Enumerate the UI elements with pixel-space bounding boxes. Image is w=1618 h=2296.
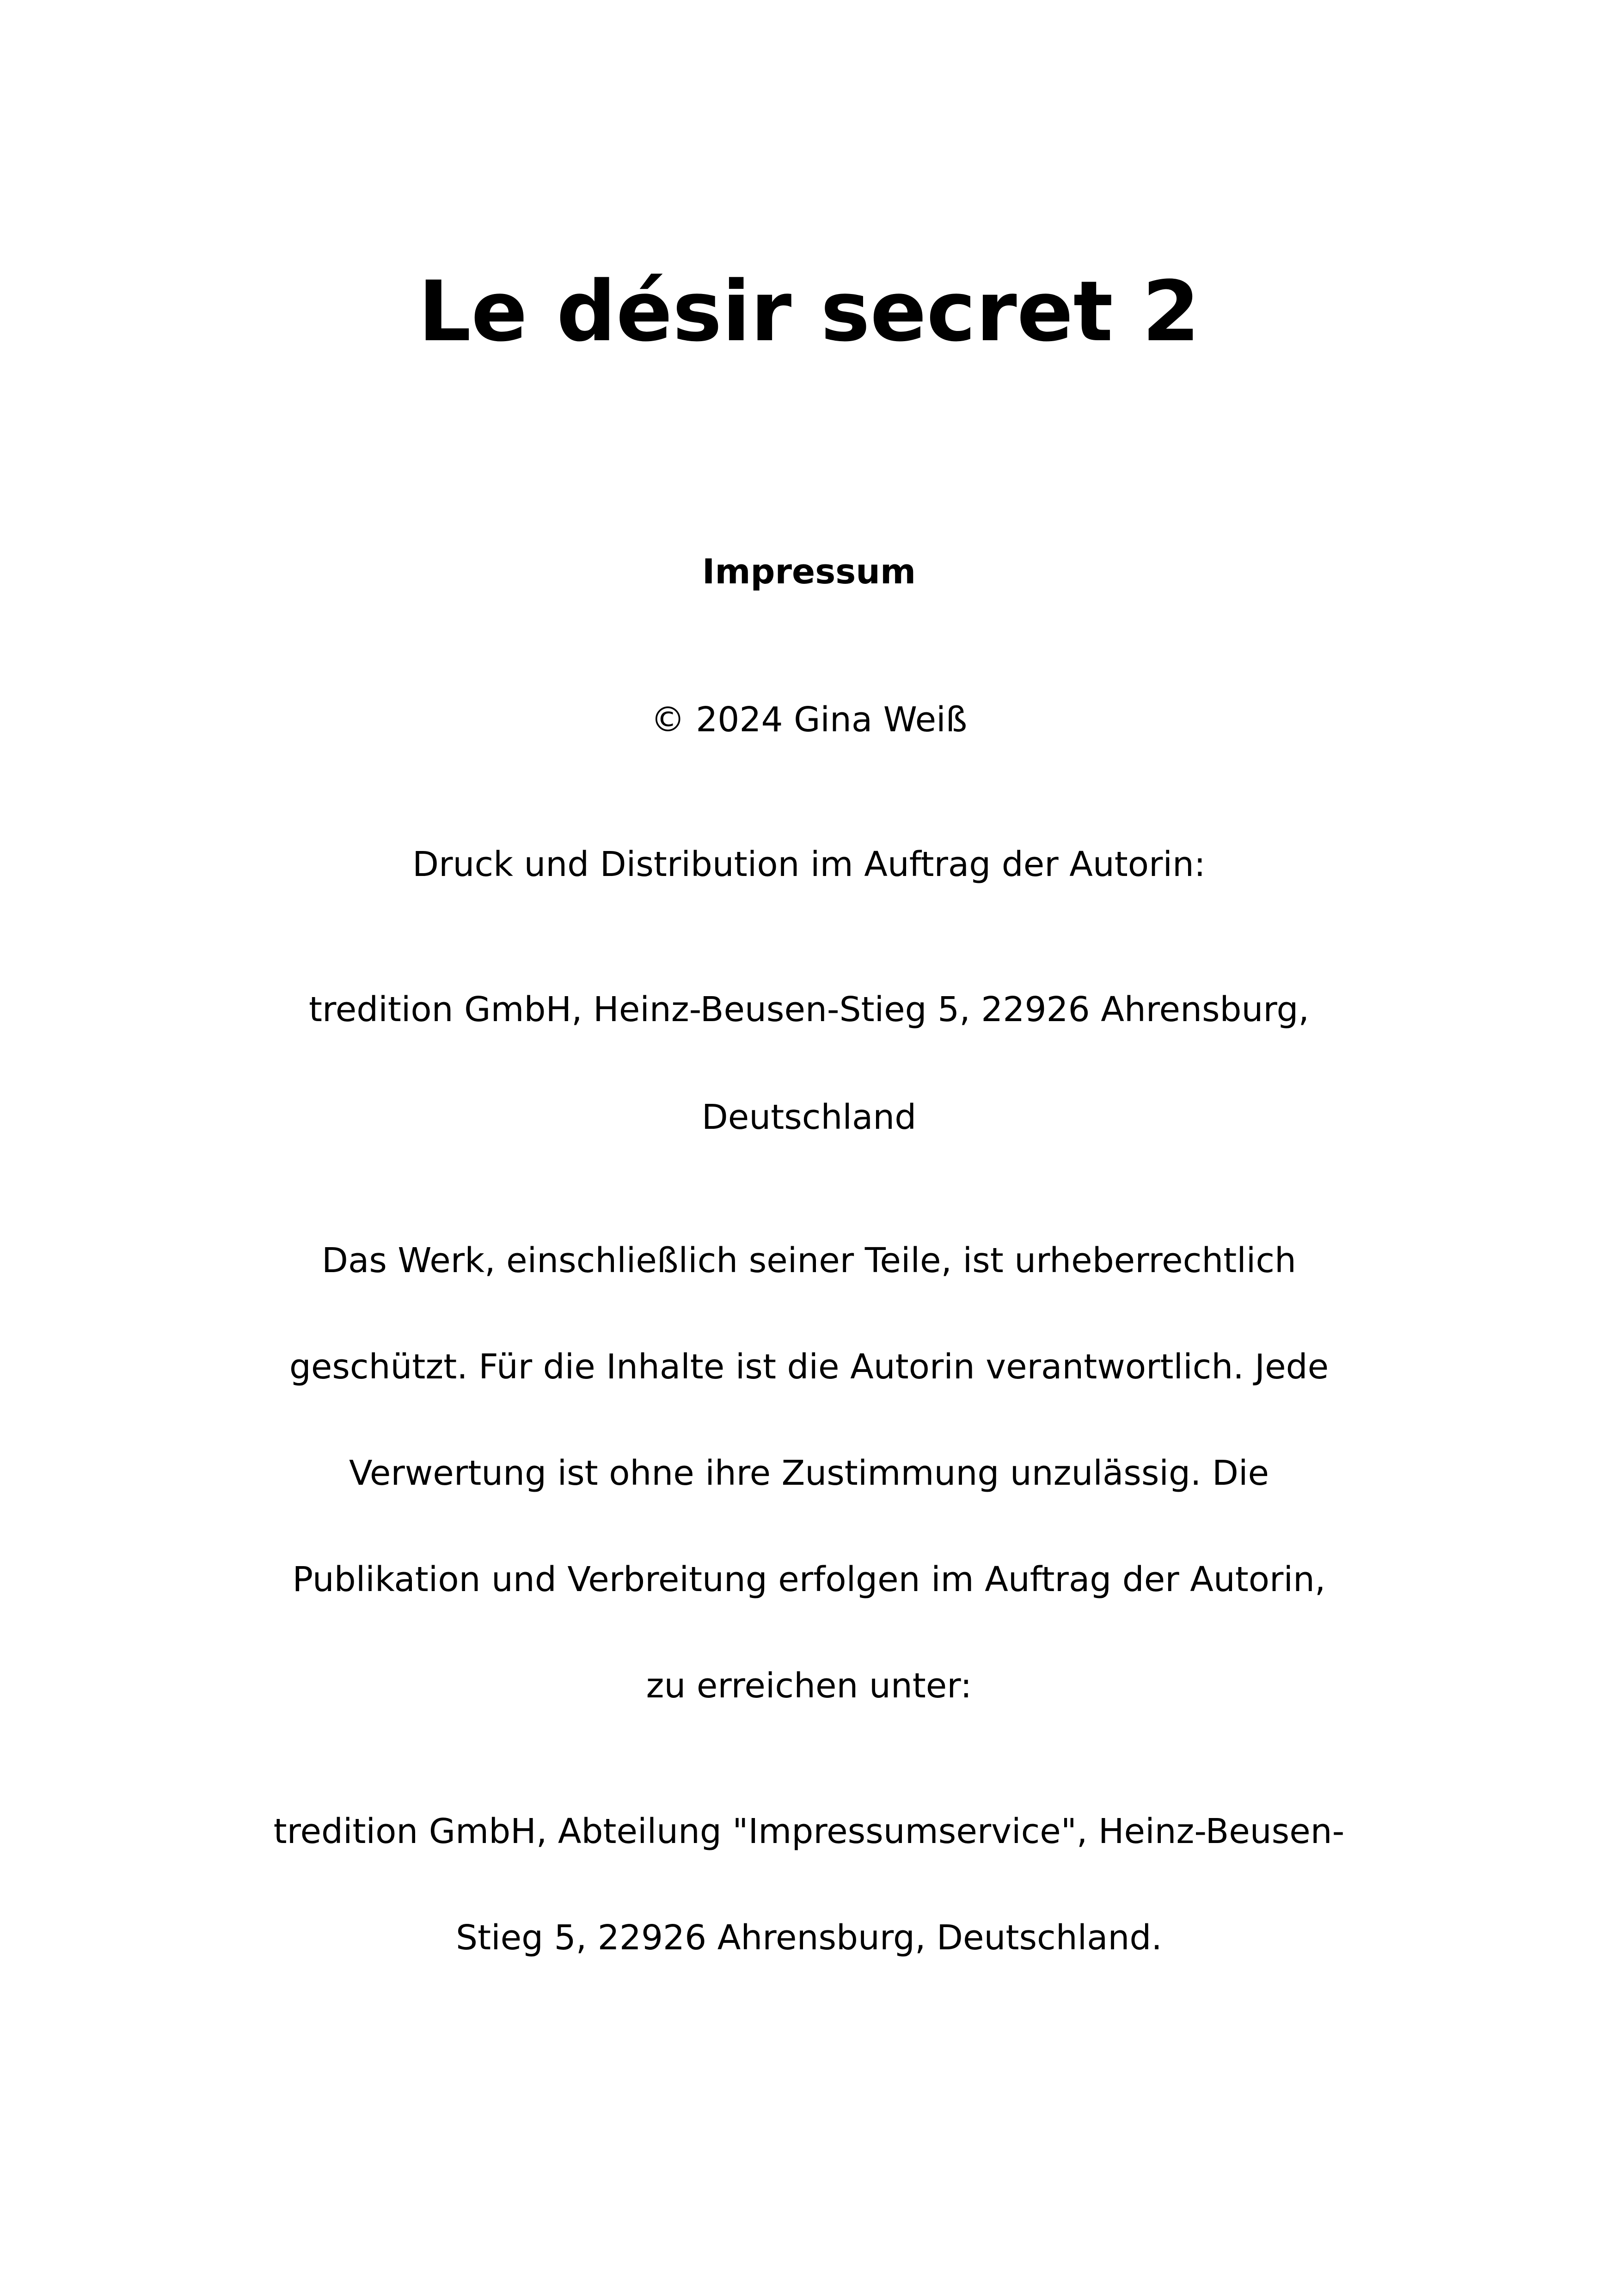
print-distribution-line: Druck und Distribution im Auftrag der Autorin: bbox=[412, 845, 1206, 884]
rights-text-line-3: Verwertung ist ohne ihre Zustimmung unzulässig. Die bbox=[349, 1453, 1269, 1493]
copyright-line: © 2024 Gina Weiß bbox=[650, 700, 968, 740]
impressum-heading: Impressum bbox=[702, 552, 916, 592]
publisher-address-line-1: tredition GmbH, Heinz-Beusen-Stieg 5, 22926 Ahrensburg, bbox=[308, 990, 1310, 1029]
rights-text-line-5: zu erreichen unter: bbox=[646, 1666, 972, 1706]
publisher-address-line-2: Deutschland bbox=[701, 1097, 917, 1137]
contact-address-line-2: Stieg 5, 22926 Ahrensburg, Deutschland. bbox=[456, 1918, 1162, 1958]
rights-text-line-2: geschützt. Für die Inhalte ist die Autorin verantwortlich. Jede bbox=[289, 1347, 1329, 1387]
contact-address-line-1: tredition GmbH, Abteilung "Impressumservice", Heinz-Beusen- bbox=[273, 1812, 1345, 1851]
book-title: Le désir secret 2 bbox=[418, 263, 1200, 360]
rights-text-line-4: Publikation und Verbreitung erfolgen im Auftrag der Autorin, bbox=[292, 1560, 1326, 1599]
rights-text-line-1: Das Werk, einschließlich seiner Teile, ist urheberrechtlich bbox=[322, 1241, 1296, 1280]
